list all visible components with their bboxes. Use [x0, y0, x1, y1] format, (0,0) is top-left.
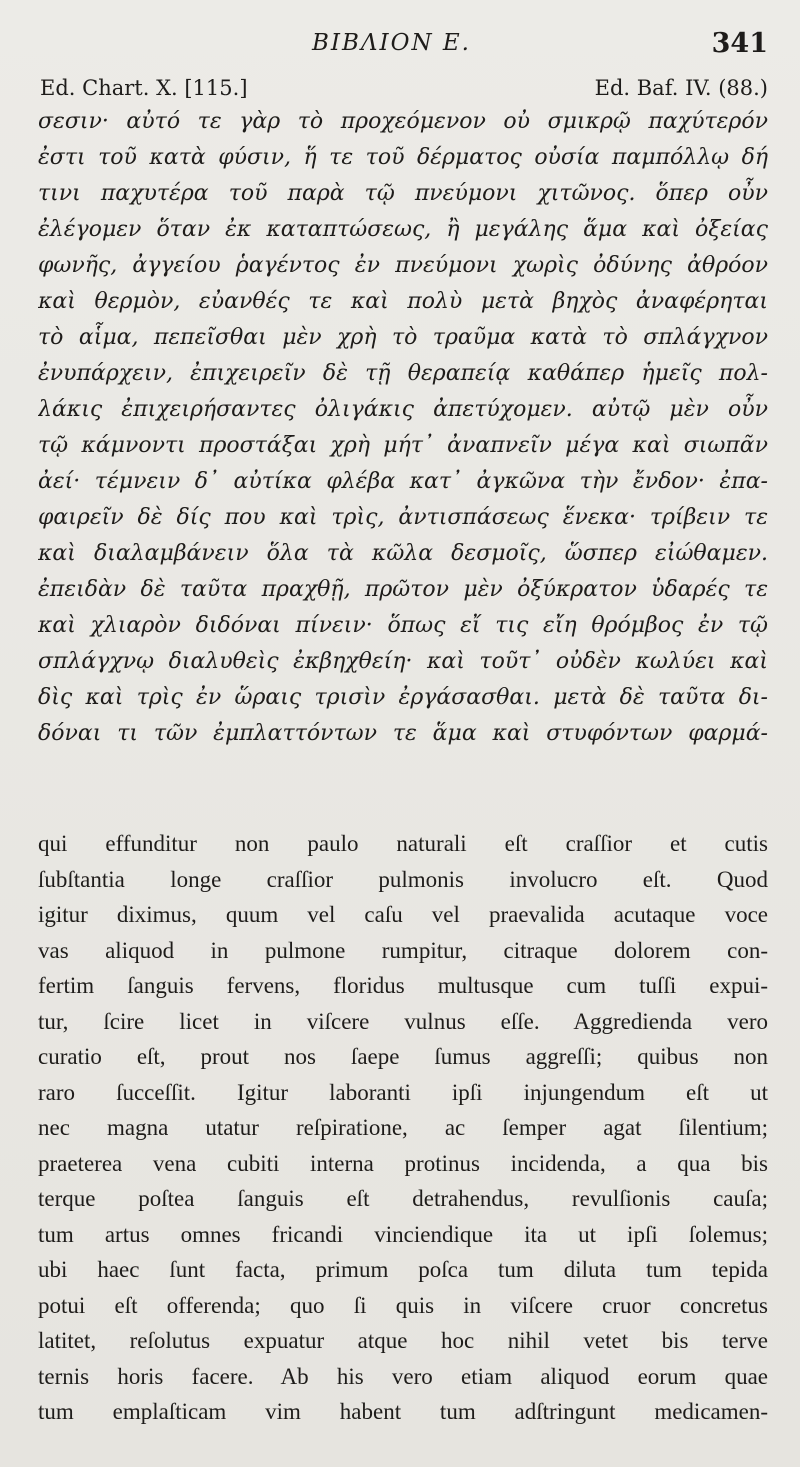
latin-line: tur, ſcire licet in viſcere vulnus eſſe. Aggredienda vero: [38, 1008, 768, 1034]
greek-text-block: [38, 104, 768, 752]
greek-line: ἐπειδὰν δὲ ταῦτα πραχθῇ, πρῶτον μὲν ὀξύκρατον ὑδαρές τε: [38, 577, 768, 602]
greek-line: σεσιν· αὐτό τε γὰρ τὸ προχεόμενον οὐ σμικρῷ παχύτερόν: [38, 109, 768, 134]
greek-line: ἐλέγομεν ὅταν ἐκ καταπτώσεως, ἢ μεγάλης ἅμα καὶ ὀξείας: [38, 217, 768, 242]
latin-line: praeterea vena cubiti interna protinus incidenda, a qua bis: [38, 1150, 768, 1176]
edition-chartier-ref: Ed. Chart. X. [115.]: [40, 76, 248, 100]
page-number: 341: [711, 28, 768, 59]
greek-line: ἐνυπάρχειν, ἐπιχειρεῖν δὲ τῇ θεραπείᾳ καθάπερ ἡμεῖς πολ-: [38, 361, 768, 386]
running-head: [0, 30, 800, 64]
latin-line: curatio eſt, prout nos ſaepe ſumus aggreſſi; quibus non: [38, 1044, 768, 1069]
greek-line: τινι παχυτέρα τοῦ παρὰ τῷ πνεύμονι χιτῶνος. ὅπερ οὖν: [38, 181, 768, 206]
latin-text-block: [38, 826, 768, 1430]
greek-line: δὶς καὶ τρὶς ἐν ὥραις τρισὶν ἐργάσασθαι. μετὰ δὲ ταῦτα δι-: [38, 685, 768, 710]
latin-line: latitet, reſolutus expuatur atque hoc nihil vetet bis terve: [38, 1328, 768, 1353]
greek-line: τῷ κάμνοντι προστάξαι χρὴ μήτ᾽ ἀναπνεῖν μέγα καὶ σιωπᾶν: [38, 433, 768, 458]
latin-line: ubi haec ſunt facta, primum poſca tum diluta tum tepida: [38, 1257, 768, 1282]
latin-line: ſubſtantia longe craſſior pulmonis involucro eſt. Quod: [38, 866, 768, 892]
greek-line: ἀεί· τέμνειν δ᾽ αὐτίκα φλέβα κατ᾽ ἀγκῶνα τὴν ἔνδον· ἐπα-: [38, 469, 768, 494]
latin-line: tum artus omnes fricandi vinciendique ita ut ipſi ſolemus;: [38, 1221, 768, 1247]
greek-line: φωνῆς, ἀγγείου ῥαγέντος ἐν πνεύμονι χωρὶς ὀδύνης ἀθρόον: [38, 253, 768, 278]
greek-line: σπλάγχνῳ διαλυθεὶς ἐκβηχθείη· καὶ τοῦτ᾽ οὐδὲν κωλύει καὶ: [38, 649, 768, 674]
running-title: ΒΙΒΛΙΟΝ Ε.: [312, 30, 471, 56]
greek-line: καὶ διαλαμβάνειν ὅλα τὰ κῶλα δεσμοῖς, ὥσπερ εἰώθαμεν.: [38, 541, 768, 566]
latin-line: raro ſucceſſit. Igitur laboranti ipſi injungendum eſt ut: [38, 1079, 768, 1105]
greek-line: τὸ αἷμα, πεπεῖσθαι μὲν χρὴ τὸ τραῦμα κατὰ τὸ σπλάγχνον: [38, 325, 768, 350]
edition-basel-ref: Ed. Baf. IV. (88.): [594, 76, 768, 100]
latin-line: potui eſt offerenda; quo ſi quis in viſcere cruor concretus: [38, 1292, 768, 1318]
latin-line: nec magna utatur reſpiratione, ac ſemper agat ſilentium;: [38, 1115, 768, 1140]
greek-line: φαιρεῖν δὲ δίς που καὶ τρὶς, ἀντισπάσεως ἕνεκα· τρίβειν τε: [38, 505, 768, 530]
latin-line: qui effunditur non paulo naturali eſt craſſior et cutis: [38, 831, 768, 856]
latin-line: terque poſtea ſanguis eſt detrahendus, revulſionis cauſa;: [38, 1186, 768, 1211]
latin-line: vas aliquod in pulmone rumpitur, citraque dolorem con-: [38, 937, 768, 963]
latin-line: igitur diximus, quum vel caſu vel praevalida acutaque voce: [38, 902, 768, 927]
greek-line: λάκις ἐπιχειρήσαντες ὀλιγάκις ἀπετύχομεν. αὐτῷ μὲν οὖν: [38, 397, 768, 422]
latin-line: tum emplaſticam vim habent tum adſtringunt medicamen-: [38, 1399, 768, 1424]
latin-line: ternis horis facere. Ab his vero etiam aliquod eorum quae: [38, 1363, 768, 1389]
greek-line: καὶ θερμὸν, εὐανθές τε καὶ πολὺ μετὰ βηχὸς ἀναφέρηται: [38, 289, 768, 314]
latin-line: fertim ſanguis fervens, floridus multusque cum tuſſi expui-: [38, 973, 768, 998]
greek-line: δόναι τι τῶν ἐμπλαττόντων τε ἅμα καὶ στυφόντων φαρμά-: [38, 721, 768, 746]
greek-line: καὶ χλιαρὸν διδόναι πίνειν· ὅπως εἴ τις εἴη θρόμβος ἐν τῷ: [38, 613, 768, 638]
greek-line: ἐστι τοῦ κατὰ φύσιν, ἥ τε τοῦ δέρματος οὐσία παμπόλλῳ δή: [38, 145, 768, 170]
edition-references: [40, 76, 768, 106]
